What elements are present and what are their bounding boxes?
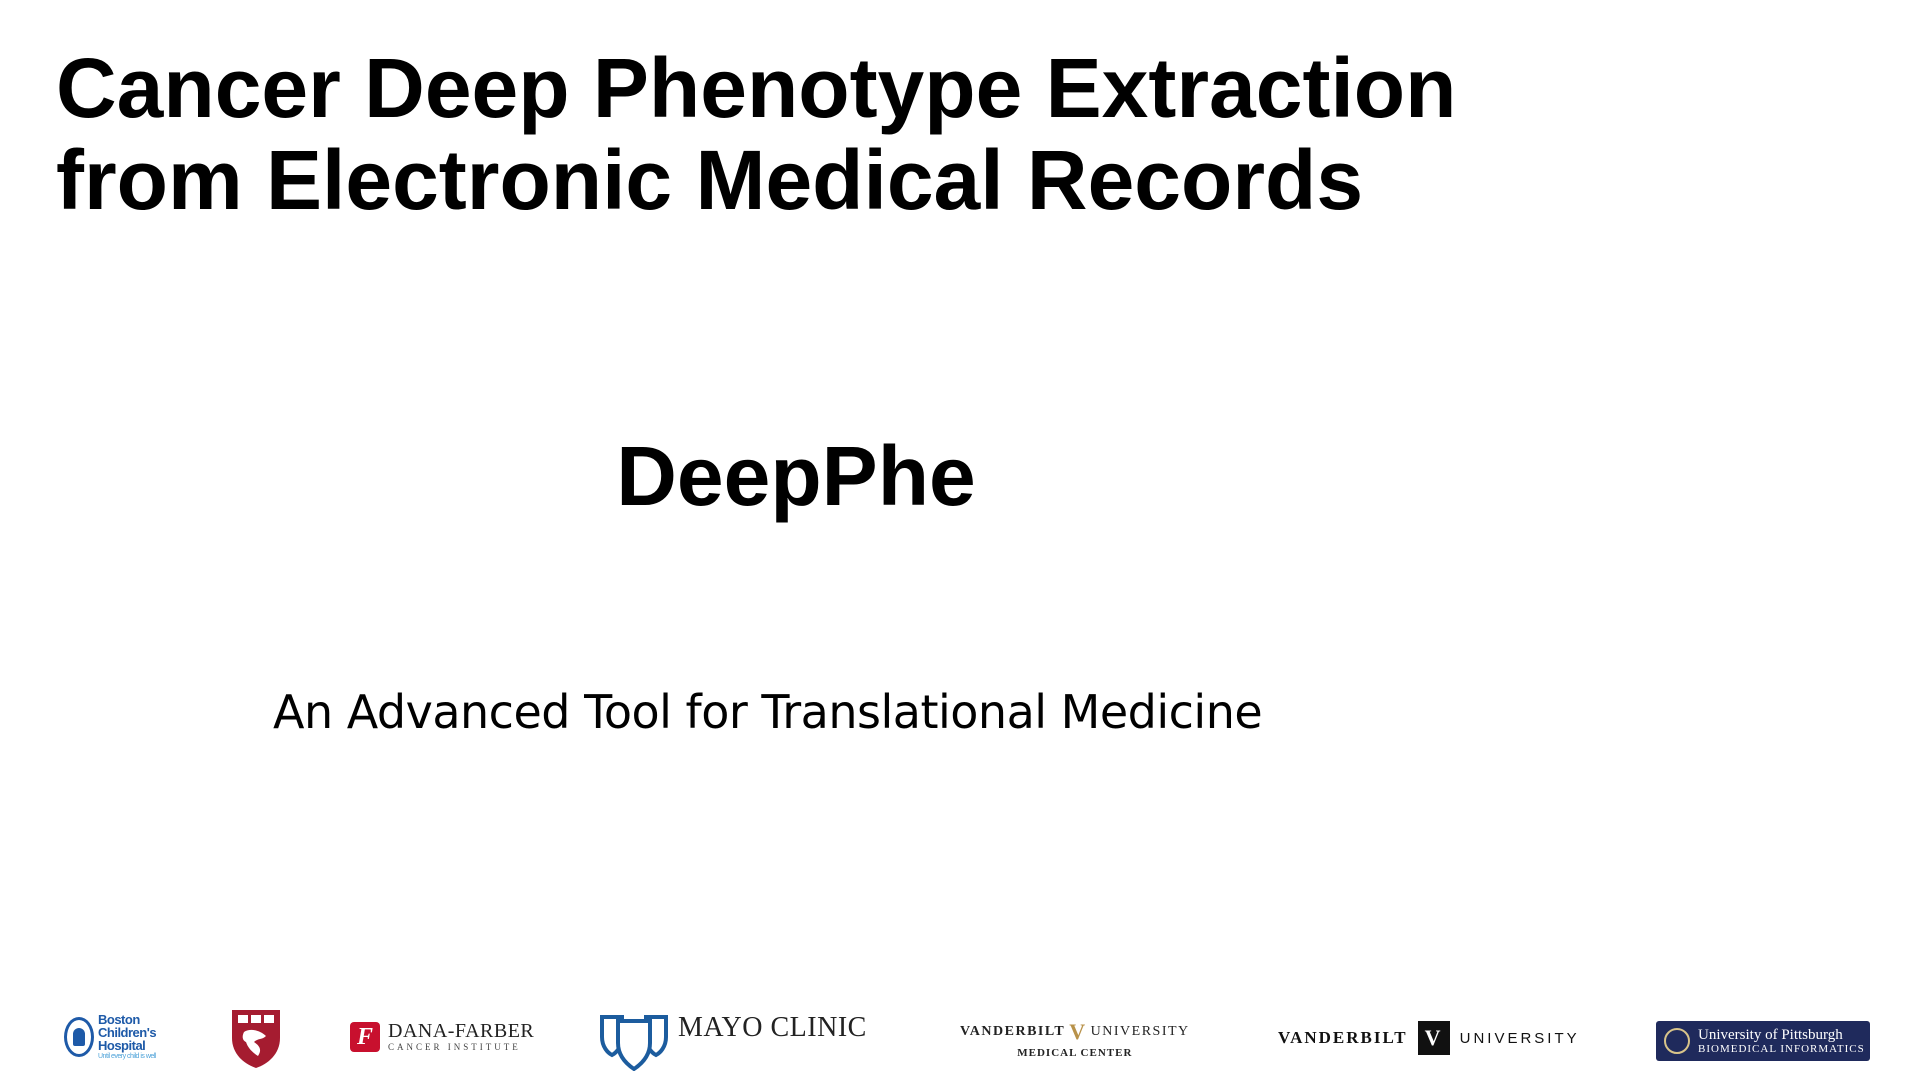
vanderbilt-oak-leaf-icon: V [1069,1019,1087,1044]
bch-line1: Boston [98,1012,140,1027]
dana-farber-logo [350,1021,534,1053]
boston-childrens-hospital-logo [64,1013,156,1061]
bch-tagline: Until every child is well [98,1053,156,1060]
vanderbilt-v-icon: V [1418,1021,1450,1055]
vu-left: VANDERBILT [1278,1028,1408,1047]
slide-title-line2: from Electronic Medical Records [56,133,1364,227]
harvard-shield-logo [230,1008,282,1070]
harvard-shield-icon [230,1008,282,1070]
project-acronym: DeepPhe [616,429,976,523]
boston-childrens-emblem-icon [64,1017,94,1057]
dana-farber-name: DANA-FARBER [388,1020,535,1042]
vumc-right: UNIVERSITY [1090,1024,1190,1039]
dana-farber-sub: CANCER INSTITUTE [388,1042,521,1052]
dana-farber-mark-icon: F [350,1022,380,1052]
mayo-shields-icon [598,1011,670,1071]
pitt-line2: BIOMEDICAL INFORMATICS [1698,1042,1865,1055]
bch-line2: Children's [98,1025,157,1040]
slide-title-line1: Cancer Deep Phenotype Extraction [56,41,1457,135]
partner-logos-bar [0,1005,1920,1075]
pitt-seal-icon [1664,1028,1690,1054]
slide-subtitle: An Advanced Tool for Translational Medicine [273,685,1263,739]
vu-right: UNIVERSITY [1459,1029,1580,1047]
pitt-biomedical-informatics-logo [1656,1021,1870,1061]
bch-line3: Hospital [98,1038,146,1053]
pitt-line1: University of Pittsburgh [1698,1026,1843,1043]
mayo-clinic-logo [598,1011,867,1071]
vanderbilt-university-logo [1278,1021,1580,1055]
slide-title [56,42,1456,226]
vumc-left: VANDERBILT [960,1024,1066,1039]
vumc-sub: MEDICAL CENTER [1017,1047,1133,1059]
mayo-clinic-name: MAYO CLINIC [678,1012,867,1043]
vanderbilt-medical-center-logo [960,1019,1190,1059]
